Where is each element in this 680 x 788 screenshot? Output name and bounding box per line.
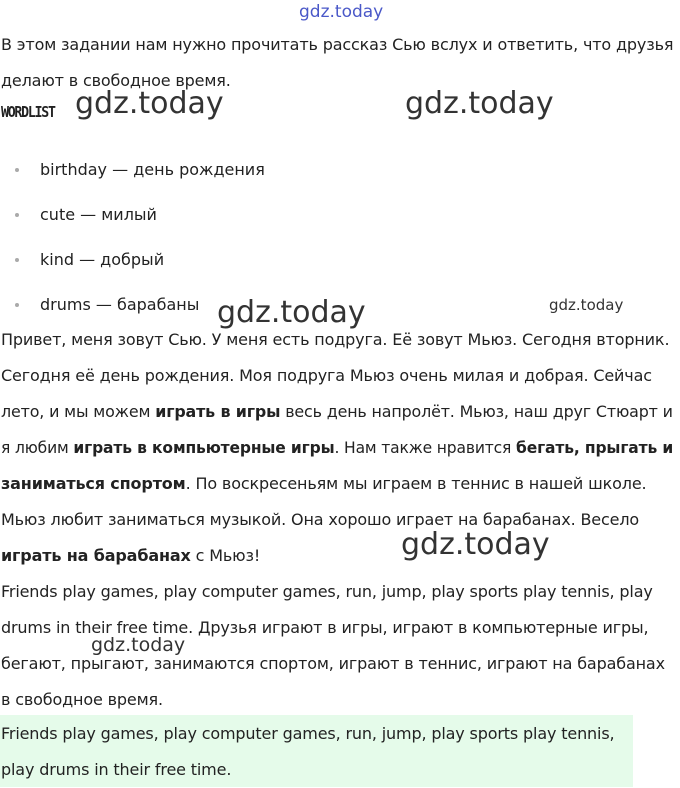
watermark: gdz.today xyxy=(75,86,224,121)
emphasis: играть на барабанах xyxy=(1,546,191,565)
translation-line-1: Привет, меня зовут Сью. У меня есть подруга. Её зовут Мьюз. Сегодня вторник. xyxy=(1,330,670,349)
intro-line-2: делают в свободное время. xyxy=(1,71,231,90)
emphasis: играть в компьютерные игры xyxy=(73,438,335,457)
watermark: gdz.today xyxy=(217,295,366,330)
answer-explained-line-1: Friends play games, play computer games, run, jump, play sports play tennis, play xyxy=(1,582,653,601)
translation-line-6: Мьюз любит заниматься музыкой. Она хорошо играет на барабанах. Весело xyxy=(1,510,640,529)
bullet-icon xyxy=(15,258,19,262)
emphasis: играть в игры xyxy=(155,402,281,421)
translation-line-3: лето, и мы можем играть в игры весь день напролёт. Мьюз, наш друг Стюарт и xyxy=(1,402,673,421)
answer-explained-line-3: бегают, прыгают, занимаются спортом, играют в теннис, играют на барабанах xyxy=(1,654,665,673)
translation-line-7: играть на барабанах с Мьюз! xyxy=(1,546,261,565)
watermark: gdz.today xyxy=(549,296,624,314)
emphasis: заниматься спортом xyxy=(1,474,186,493)
answer-explained-line-4: в свободное время. xyxy=(1,690,163,709)
intro-line-1: В этом задании нам нужно прочитать рассказ Сью вслух и ответить, что друзья xyxy=(1,35,674,54)
watermark: gdz.today xyxy=(91,634,186,656)
wordlist-item: cute — милый xyxy=(17,204,134,226)
emphasis: бегать, прыгать и xyxy=(516,438,674,457)
wordlist-heading: WORDLIST xyxy=(1,103,55,121)
answer-box-line-2: play drums in their free time. xyxy=(1,760,232,779)
wordlist-item: birthday — день рождения xyxy=(17,159,242,181)
translation-line-5: заниматься спортом. По воскресеньям мы играем в теннис в нашей школе. xyxy=(1,474,647,493)
watermark: gdz.today xyxy=(401,527,550,562)
watermark: gdz.today xyxy=(299,2,384,22)
answer-box-line-1: Friends play games, play computer games, run, jump, play sports play tennis, xyxy=(1,724,615,743)
bullet-icon xyxy=(15,213,19,217)
wordlist-item: kind — добрый xyxy=(17,249,141,271)
wordlist-item: drums — барабаны xyxy=(17,294,176,316)
translation-line-4: я любим играть в компьютерные игры. Нам также нравится бегать, прыгать и xyxy=(1,438,674,457)
bullet-icon xyxy=(15,303,19,307)
bullet-icon xyxy=(15,168,19,172)
watermark: gdz.today xyxy=(405,86,554,121)
translation-line-2: Сегодня её день рождения. Моя подруга Мьюз очень милая и добрая. Сейчас xyxy=(1,366,652,385)
answer-explained-line-2: drums in their free time. Друзья играют в игры, играют в компьютерные игры, xyxy=(1,618,649,637)
